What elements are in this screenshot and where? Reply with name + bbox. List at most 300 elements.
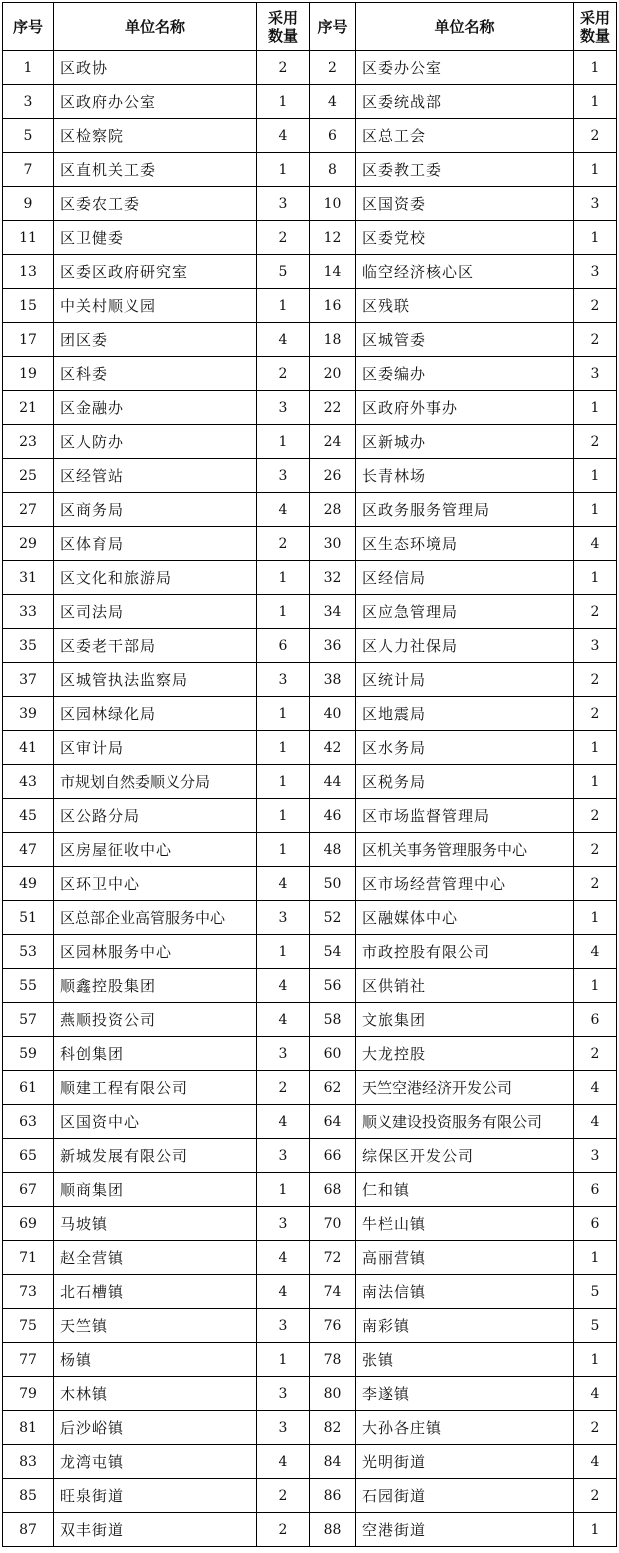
cell-seq-right: 4 (310, 85, 356, 119)
cell-unit-name-left: 区经管站 (54, 459, 257, 493)
cell-count-right: 6 (574, 1207, 617, 1241)
cell-seq-right: 10 (310, 187, 356, 221)
cell-unit-name-left: 区房屋征收中心 (54, 833, 257, 867)
cell-count-right: 2 (574, 833, 617, 867)
cell-unit-name-left: 科创集团 (54, 1037, 257, 1071)
cell-count-right: 4 (574, 1105, 617, 1139)
cell-count-right: 2 (574, 663, 617, 697)
cell-seq-left: 25 (3, 459, 54, 493)
table-row (3, 935, 617, 969)
cell-count-right: 1 (574, 1513, 617, 1547)
cell-unit-name-left: 区直机关工委 (54, 153, 257, 187)
cell-unit-name-right: 高丽营镇 (356, 1241, 574, 1275)
cell-seq-right: 52 (310, 901, 356, 935)
cell-seq-right: 80 (310, 1377, 356, 1411)
cell-count-left: 3 (257, 187, 310, 221)
cell-count-left: 3 (257, 1377, 310, 1411)
table-row (3, 867, 617, 901)
table-row (3, 153, 617, 187)
table-row (3, 85, 617, 119)
cell-seq-right: 88 (310, 1513, 356, 1547)
cell-unit-name-left: 区国资中心 (54, 1105, 257, 1139)
cell-seq-left: 33 (3, 595, 54, 629)
cell-unit-name-left: 区政府办公室 (54, 85, 257, 119)
cell-seq-right: 64 (310, 1105, 356, 1139)
cell-count-left: 4 (257, 323, 310, 357)
table-row (3, 1275, 617, 1309)
cell-count-left: 2 (257, 221, 310, 255)
cell-unit-name-right: 石园街道 (356, 1479, 574, 1513)
cell-seq-right: 14 (310, 255, 356, 289)
cell-count-right: 1 (574, 493, 617, 527)
cell-unit-name-right: 市政控股有限公司 (356, 935, 574, 969)
table-row (3, 1411, 617, 1445)
cell-seq-right: 8 (310, 153, 356, 187)
table-row (3, 765, 617, 799)
cell-unit-name-left: 赵全营镇 (54, 1241, 257, 1275)
cell-count-left: 1 (257, 1173, 310, 1207)
cell-seq-left: 83 (3, 1445, 54, 1479)
cell-count-right: 2 (574, 323, 617, 357)
cell-unit-name-right: 区市场监督管理局 (356, 799, 574, 833)
cell-unit-name-right: 牛栏山镇 (356, 1207, 574, 1241)
table-row (3, 527, 617, 561)
cell-count-left: 2 (257, 51, 310, 85)
cell-count-left: 3 (257, 391, 310, 425)
cell-seq-right: 76 (310, 1309, 356, 1343)
table-row (3, 493, 617, 527)
cell-unit-name-right: 区委党校 (356, 221, 574, 255)
cell-unit-name-right: 区水务局 (356, 731, 574, 765)
cell-unit-name-right: 区市场经营管理中心 (356, 867, 574, 901)
cell-unit-name-left: 天竺镇 (54, 1309, 257, 1343)
cell-count-left: 3 (257, 1411, 310, 1445)
cell-unit-name-right: 大孙各庄镇 (356, 1411, 574, 1445)
cell-unit-name-right: 区委办公室 (356, 51, 574, 85)
cell-count-left: 1 (257, 425, 310, 459)
cell-count-left: 4 (257, 119, 310, 153)
cell-seq-left: 49 (3, 867, 54, 901)
cell-unit-name-right: 区统计局 (356, 663, 574, 697)
cell-count-left: 1 (257, 289, 310, 323)
cell-unit-name-left: 马坡镇 (54, 1207, 257, 1241)
cell-unit-name-left: 区科委 (54, 357, 257, 391)
table-body (3, 51, 617, 1547)
cell-unit-name-left: 区商务局 (54, 493, 257, 527)
cell-seq-left: 39 (3, 697, 54, 731)
cell-unit-name-left: 团区委 (54, 323, 257, 357)
cell-seq-right: 20 (310, 357, 356, 391)
cell-seq-right: 66 (310, 1139, 356, 1173)
cell-count-right: 1 (574, 1241, 617, 1275)
cell-seq-left: 47 (3, 833, 54, 867)
cell-seq-left: 81 (3, 1411, 54, 1445)
cell-unit-name-left: 区园林服务中心 (54, 935, 257, 969)
cell-count-right: 2 (574, 1411, 617, 1445)
cell-seq-left: 27 (3, 493, 54, 527)
cell-seq-left: 37 (3, 663, 54, 697)
cell-count-left: 1 (257, 595, 310, 629)
cell-count-right: 6 (574, 1173, 617, 1207)
cell-seq-right: 2 (310, 51, 356, 85)
cell-unit-name-right: 南彩镇 (356, 1309, 574, 1343)
cell-seq-right: 60 (310, 1037, 356, 1071)
cell-unit-name-left: 新城发展有限公司 (54, 1139, 257, 1173)
table-row (3, 187, 617, 221)
cell-seq-right: 70 (310, 1207, 356, 1241)
cell-count-left: 3 (257, 1207, 310, 1241)
cell-count-right: 4 (574, 527, 617, 561)
cell-seq-left: 35 (3, 629, 54, 663)
cell-count-right: 3 (574, 357, 617, 391)
cell-unit-name-left: 旺泉街道 (54, 1479, 257, 1513)
cell-count-left: 1 (257, 935, 310, 969)
cell-count-left: 1 (257, 765, 310, 799)
cell-count-right: 1 (574, 901, 617, 935)
cell-count-left: 4 (257, 867, 310, 901)
cell-unit-name-left: 区卫健委 (54, 221, 257, 255)
cell-unit-name-right: 文旅集团 (356, 1003, 574, 1037)
cell-seq-left: 13 (3, 255, 54, 289)
cell-seq-left: 55 (3, 969, 54, 1003)
table-row (3, 1513, 617, 1547)
cell-seq-left: 19 (3, 357, 54, 391)
table-row (3, 1037, 617, 1071)
cell-seq-right: 72 (310, 1241, 356, 1275)
cell-unit-name-right: 张镇 (356, 1343, 574, 1377)
header-count-right: 采用 数量 (574, 3, 617, 51)
cell-count-left: 4 (257, 1445, 310, 1479)
cell-seq-left: 29 (3, 527, 54, 561)
cell-count-left: 4 (257, 969, 310, 1003)
cell-count-right: 1 (574, 765, 617, 799)
cell-seq-right: 82 (310, 1411, 356, 1445)
cell-unit-name-right: 区税务局 (356, 765, 574, 799)
cell-seq-left: 61 (3, 1071, 54, 1105)
cell-count-left: 3 (257, 663, 310, 697)
cell-unit-name-left: 区园林绿化局 (54, 697, 257, 731)
cell-seq-left: 85 (3, 1479, 54, 1513)
cell-unit-name-left: 顺建工程有限公司 (54, 1071, 257, 1105)
cell-count-right: 2 (574, 289, 617, 323)
cell-count-right: 3 (574, 255, 617, 289)
cell-unit-name-left: 区金融办 (54, 391, 257, 425)
cell-unit-name-right: 长青林场 (356, 459, 574, 493)
cell-seq-right: 54 (310, 935, 356, 969)
cell-seq-left: 87 (3, 1513, 54, 1547)
header-row (3, 3, 617, 51)
cell-unit-name-left: 后沙峪镇 (54, 1411, 257, 1445)
cell-count-left: 3 (257, 1139, 310, 1173)
cell-count-right: 4 (574, 1377, 617, 1411)
cell-unit-name-right: 区委教工委 (356, 153, 574, 187)
cell-unit-name-left: 龙湾屯镇 (54, 1445, 257, 1479)
cell-count-right: 2 (574, 595, 617, 629)
cell-seq-right: 62 (310, 1071, 356, 1105)
cell-unit-name-right: 区机关事务管理服务中心 (356, 833, 574, 867)
cell-unit-name-right: 区应急管理局 (356, 595, 574, 629)
table-row (3, 697, 617, 731)
cell-count-left: 6 (257, 629, 310, 663)
cell-count-left: 3 (257, 459, 310, 493)
cell-seq-right: 6 (310, 119, 356, 153)
table-row (3, 561, 617, 595)
cell-seq-left: 59 (3, 1037, 54, 1071)
cell-count-left: 1 (257, 561, 310, 595)
table-row (3, 969, 617, 1003)
cell-unit-name-right: 光明街道 (356, 1445, 574, 1479)
table-row (3, 425, 617, 459)
cell-count-right: 2 (574, 425, 617, 459)
cell-count-left: 1 (257, 833, 310, 867)
cell-seq-right: 50 (310, 867, 356, 901)
table-row (3, 459, 617, 493)
cell-seq-right: 32 (310, 561, 356, 595)
cell-unit-name-right: 区供销社 (356, 969, 574, 1003)
cell-count-left: 3 (257, 901, 310, 935)
cell-seq-right: 58 (310, 1003, 356, 1037)
cell-count-right: 3 (574, 1139, 617, 1173)
cell-seq-right: 16 (310, 289, 356, 323)
cell-seq-left: 63 (3, 1105, 54, 1139)
table-row (3, 901, 617, 935)
cell-count-left: 2 (257, 1071, 310, 1105)
table-row (3, 1139, 617, 1173)
table-row (3, 595, 617, 629)
cell-unit-name-left: 燕顺投资公司 (54, 1003, 257, 1037)
cell-seq-left: 23 (3, 425, 54, 459)
cell-unit-name-left: 区人防办 (54, 425, 257, 459)
cell-seq-right: 30 (310, 527, 356, 561)
cell-unit-name-right: 区残联 (356, 289, 574, 323)
header-unit-name-right: 单位名称 (356, 3, 574, 51)
cell-unit-name-left: 区政协 (54, 51, 257, 85)
table-row (3, 119, 617, 153)
table-row (3, 1343, 617, 1377)
cell-seq-right: 42 (310, 731, 356, 765)
table-row (3, 629, 617, 663)
cell-seq-left: 5 (3, 119, 54, 153)
cell-count-left: 1 (257, 799, 310, 833)
cell-unit-name-right: 区城管委 (356, 323, 574, 357)
cell-unit-name-right: 李遂镇 (356, 1377, 574, 1411)
cell-seq-right: 40 (310, 697, 356, 731)
cell-seq-right: 46 (310, 799, 356, 833)
table-row (3, 1377, 617, 1411)
cell-unit-name-left: 双丰街道 (54, 1513, 257, 1547)
table-row (3, 663, 617, 697)
header-seq-right: 序号 (310, 3, 356, 51)
cell-count-right: 4 (574, 1071, 617, 1105)
cell-unit-name-left: 区体育局 (54, 527, 257, 561)
cell-unit-name-right: 区融媒体中心 (356, 901, 574, 935)
cell-count-right: 2 (574, 119, 617, 153)
cell-count-left: 1 (257, 1343, 310, 1377)
cell-unit-name-right: 仁和镇 (356, 1173, 574, 1207)
table-row (3, 1445, 617, 1479)
cell-seq-left: 53 (3, 935, 54, 969)
cell-seq-left: 75 (3, 1309, 54, 1343)
cell-unit-name-right: 天竺空港经济开发公司 (356, 1071, 574, 1105)
cell-unit-name-right: 区政务服务管理局 (356, 493, 574, 527)
cell-unit-name-right: 区政府外事办 (356, 391, 574, 425)
cell-count-left: 3 (257, 1037, 310, 1071)
cell-count-left: 1 (257, 153, 310, 187)
header-unit-name-left: 单位名称 (54, 3, 257, 51)
table-row (3, 1479, 617, 1513)
table-row (3, 1309, 617, 1343)
cell-count-right: 2 (574, 799, 617, 833)
cell-count-right: 3 (574, 629, 617, 663)
table-row (3, 1105, 617, 1139)
cell-count-right: 4 (574, 935, 617, 969)
cell-unit-name-right: 空港街道 (356, 1513, 574, 1547)
cell-count-right: 1 (574, 51, 617, 85)
cell-seq-left: 73 (3, 1275, 54, 1309)
cell-seq-right: 24 (310, 425, 356, 459)
cell-unit-name-left: 区委区政府研究室 (54, 255, 257, 289)
cell-count-left: 4 (257, 1003, 310, 1037)
cell-unit-name-left: 顺鑫控股集团 (54, 969, 257, 1003)
cell-unit-name-left: 区司法局 (54, 595, 257, 629)
cell-seq-left: 17 (3, 323, 54, 357)
cell-count-left: 4 (257, 1241, 310, 1275)
cell-count-left: 1 (257, 85, 310, 119)
table-row (3, 289, 617, 323)
cell-unit-name-right: 区委统战部 (356, 85, 574, 119)
cell-seq-right: 48 (310, 833, 356, 867)
cell-seq-right: 56 (310, 969, 356, 1003)
cell-count-right: 1 (574, 561, 617, 595)
cell-unit-name-left: 木林镇 (54, 1377, 257, 1411)
cell-seq-right: 84 (310, 1445, 356, 1479)
cell-unit-name-left: 区城管执法监察局 (54, 663, 257, 697)
cell-seq-right: 26 (310, 459, 356, 493)
table-row (3, 1241, 617, 1275)
table-row (3, 1207, 617, 1241)
cell-unit-name-left: 北石槽镇 (54, 1275, 257, 1309)
table-row (3, 51, 617, 85)
cell-count-right: 2 (574, 1479, 617, 1513)
cell-count-left: 1 (257, 697, 310, 731)
cell-count-right: 1 (574, 731, 617, 765)
cell-seq-left: 31 (3, 561, 54, 595)
cell-seq-left: 9 (3, 187, 54, 221)
cell-seq-left: 57 (3, 1003, 54, 1037)
cell-count-left: 3 (257, 1309, 310, 1343)
cell-seq-right: 68 (310, 1173, 356, 1207)
cell-unit-name-left: 区文化和旅游局 (54, 561, 257, 595)
cell-unit-name-left: 区委老干部局 (54, 629, 257, 663)
units-table (2, 2, 617, 1547)
cell-unit-name-left: 区公路分局 (54, 799, 257, 833)
cell-count-right: 2 (574, 867, 617, 901)
cell-seq-left: 41 (3, 731, 54, 765)
cell-seq-left: 1 (3, 51, 54, 85)
table-row (3, 255, 617, 289)
cell-count-left: 2 (257, 1513, 310, 1547)
cell-unit-name-left: 区审计局 (54, 731, 257, 765)
cell-seq-left: 21 (3, 391, 54, 425)
cell-seq-left: 67 (3, 1173, 54, 1207)
cell-seq-right: 44 (310, 765, 356, 799)
cell-unit-name-left: 区检察院 (54, 119, 257, 153)
cell-count-left: 1 (257, 731, 310, 765)
cell-unit-name-right: 南法信镇 (356, 1275, 574, 1309)
table-row (3, 799, 617, 833)
table-row (3, 1173, 617, 1207)
cell-unit-name-right: 区地震局 (356, 697, 574, 731)
cell-count-left: 4 (257, 493, 310, 527)
cell-count-right: 1 (574, 85, 617, 119)
header-count-left: 采用 数量 (257, 3, 310, 51)
cell-unit-name-left: 顺商集团 (54, 1173, 257, 1207)
cell-count-right: 2 (574, 697, 617, 731)
cell-unit-name-right: 临空经济核心区 (356, 255, 574, 289)
cell-unit-name-left: 区总部企业高管服务中心 (54, 901, 257, 935)
cell-unit-name-left: 市规划自然委顺义分局 (54, 765, 257, 799)
cell-seq-left: 71 (3, 1241, 54, 1275)
cell-count-right: 1 (574, 1343, 617, 1377)
cell-unit-name-right: 区委编办 (356, 357, 574, 391)
table-row (3, 833, 617, 867)
cell-unit-name-right: 大龙控股 (356, 1037, 574, 1071)
cell-seq-left: 77 (3, 1343, 54, 1377)
cell-seq-right: 36 (310, 629, 356, 663)
cell-seq-right: 78 (310, 1343, 356, 1377)
cell-seq-left: 45 (3, 799, 54, 833)
cell-count-left: 2 (257, 357, 310, 391)
cell-count-right: 5 (574, 1275, 617, 1309)
cell-count-left: 2 (257, 527, 310, 561)
cell-count-right: 4 (574, 1445, 617, 1479)
cell-count-right: 5 (574, 1309, 617, 1343)
cell-unit-name-right: 区新城办 (356, 425, 574, 459)
cell-unit-name-left: 区环卫中心 (54, 867, 257, 901)
cell-unit-name-right: 区生态环境局 (356, 527, 574, 561)
cell-seq-left: 69 (3, 1207, 54, 1241)
cell-unit-name-right: 综保区开发公司 (356, 1139, 574, 1173)
cell-seq-right: 28 (310, 493, 356, 527)
table-row (3, 1071, 617, 1105)
cell-seq-right: 38 (310, 663, 356, 697)
cell-seq-right: 34 (310, 595, 356, 629)
cell-seq-right: 22 (310, 391, 356, 425)
cell-count-right: 2 (574, 1037, 617, 1071)
cell-count-left: 2 (257, 1479, 310, 1513)
cell-unit-name-left: 杨镇 (54, 1343, 257, 1377)
cell-seq-right: 18 (310, 323, 356, 357)
cell-unit-name-right: 区国资委 (356, 187, 574, 221)
cell-seq-left: 7 (3, 153, 54, 187)
cell-unit-name-left: 中关村顺义园 (54, 289, 257, 323)
cell-seq-left: 3 (3, 85, 54, 119)
cell-count-right: 1 (574, 221, 617, 255)
cell-seq-left: 79 (3, 1377, 54, 1411)
table-row (3, 391, 617, 425)
cell-seq-left: 15 (3, 289, 54, 323)
cell-unit-name-right: 区人力社保局 (356, 629, 574, 663)
cell-unit-name-right: 区经信局 (356, 561, 574, 595)
cell-seq-left: 43 (3, 765, 54, 799)
cell-seq-left: 51 (3, 901, 54, 935)
table-row (3, 357, 617, 391)
table-row (3, 1003, 617, 1037)
cell-unit-name-right: 区总工会 (356, 119, 574, 153)
cell-count-right: 1 (574, 391, 617, 425)
cell-count-left: 5 (257, 255, 310, 289)
cell-count-left: 4 (257, 1105, 310, 1139)
